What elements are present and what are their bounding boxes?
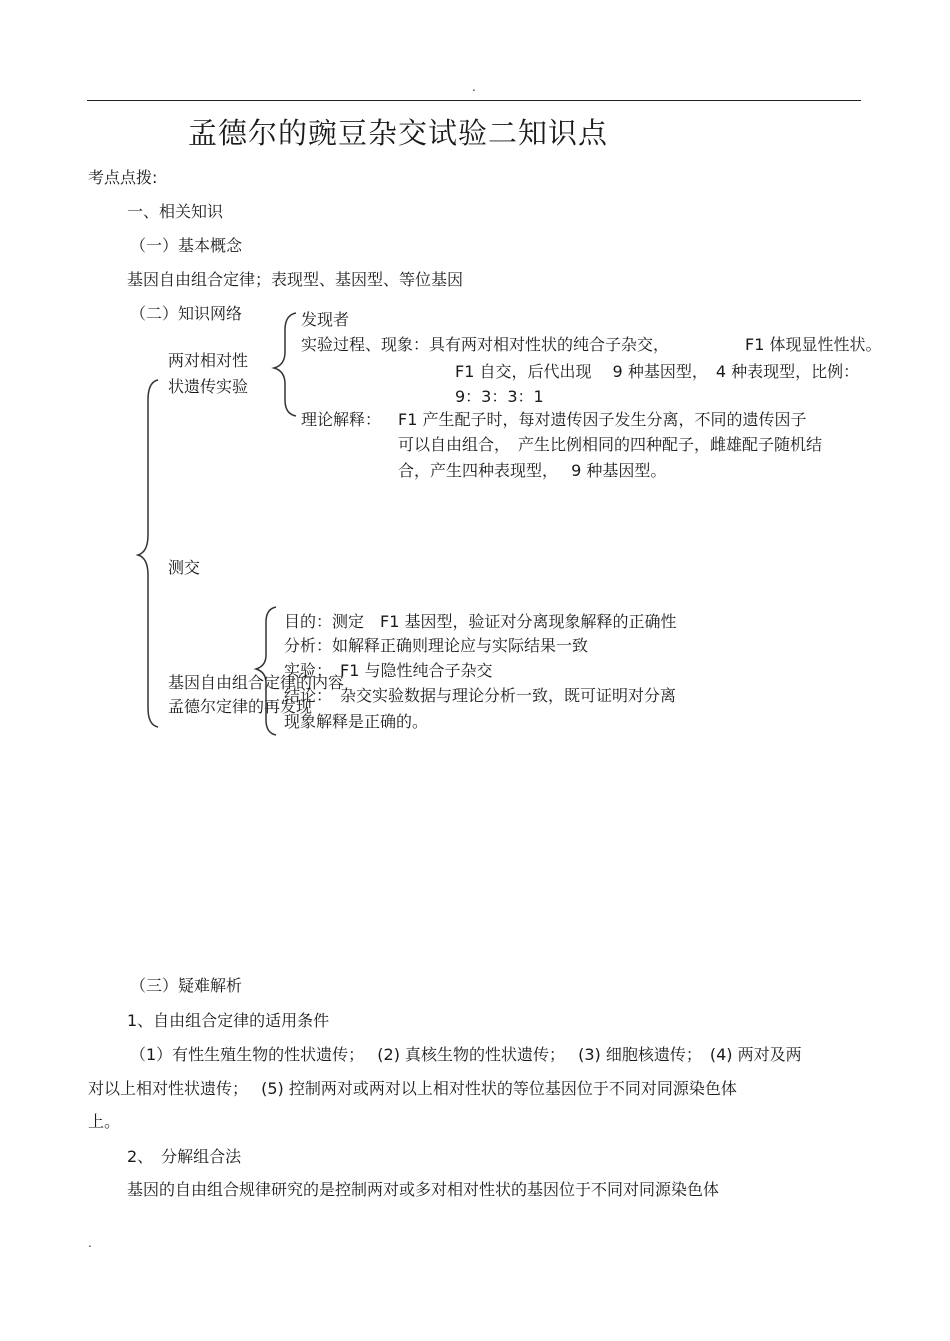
subsection-difficulties: （三）疑难解析: [130, 976, 243, 995]
theory-label: 理论解释：: [301, 410, 382, 429]
group1-label-line2: 状遗传实验: [168, 377, 249, 396]
item2-para-line1: 基因的自由组合规律研究的是控制两对或多对相对性状的基因位于不同对同源染色体: [127, 1180, 720, 1199]
page-title: 孟德尔的豌豆杂交试验二知识点: [188, 116, 609, 150]
subsection-basic-concepts: （一）基本概念: [130, 236, 243, 255]
outer-brace: [138, 380, 158, 727]
law-label-line2: 孟德尔定律的再发现: [168, 697, 313, 716]
experiment-brace: [274, 313, 296, 416]
group1-label-line1: 两对相对性: [168, 351, 249, 370]
process-selfcross-text: F1 自交，后代出现 9 种基因型， 4 种表现型，比例：: [455, 362, 860, 381]
purpose-text: 目的：测定 F1 基因型，验证对分离现象解释的正确性: [284, 612, 677, 631]
theory-line3: 合，产生四种表现型， 9 种基因型。: [398, 461, 667, 480]
discoverer-text: 发现者: [301, 310, 350, 329]
footer-dot: .: [88, 1236, 92, 1250]
process-text: 实验过程、现象：具有两对相对性状的纯合子杂交，: [301, 335, 670, 354]
item2-title: 2、 分解组合法: [127, 1147, 242, 1166]
kaodian-label: 考点点拨:: [88, 168, 158, 187]
analysis-text: 分析：如解释正确则理论应与实际结果一致: [284, 636, 589, 655]
experiment-text: 实验： F1 与隐性纯合子杂交: [284, 661, 493, 680]
section-1-heading: 一、相关知识: [127, 202, 224, 221]
law-label-line1: 基因自由组合定律的内容: [168, 673, 345, 692]
subsection-knowledge-network: （二）知识网络: [130, 304, 243, 323]
ratio-text: 9：3：3：1: [455, 387, 544, 406]
testcross-label: 测交: [168, 558, 201, 577]
item1-title: 1、自由组合定律的适用条件: [127, 1011, 330, 1030]
item1-para-line3: 上。: [88, 1112, 121, 1131]
theory-line2: 可以自由组合， 产生比例相同的四种配子，雌雄配子随机结: [398, 435, 823, 454]
header-dot: .: [472, 80, 476, 94]
item1-para-line2: 对以上相对性状遗传； (5) 控制两对或两对以上相对性状的等位基因位于不同对同源染色体: [88, 1079, 737, 1098]
conclusion-line2: 现象解释是正确的。: [284, 712, 429, 731]
theory-line1: F1 产生配子时，每对遗传因子发生分离，不同的遗传因子: [398, 410, 807, 429]
item1-para-line1: （1）有性生殖生物的性状遗传； (2) 真核生物的性状遗传； (3) 细胞核遗传； (4) 两对及两: [130, 1045, 802, 1064]
concepts-text: 基因自由组合定律；表现型、基因型、等位基因: [127, 270, 464, 289]
process-f1-text: F1 体现显性性状。: [745, 335, 882, 354]
conclusion-line1: 结论： 杂交实验数据与理论分析一致，既可证明对分离: [284, 686, 677, 705]
